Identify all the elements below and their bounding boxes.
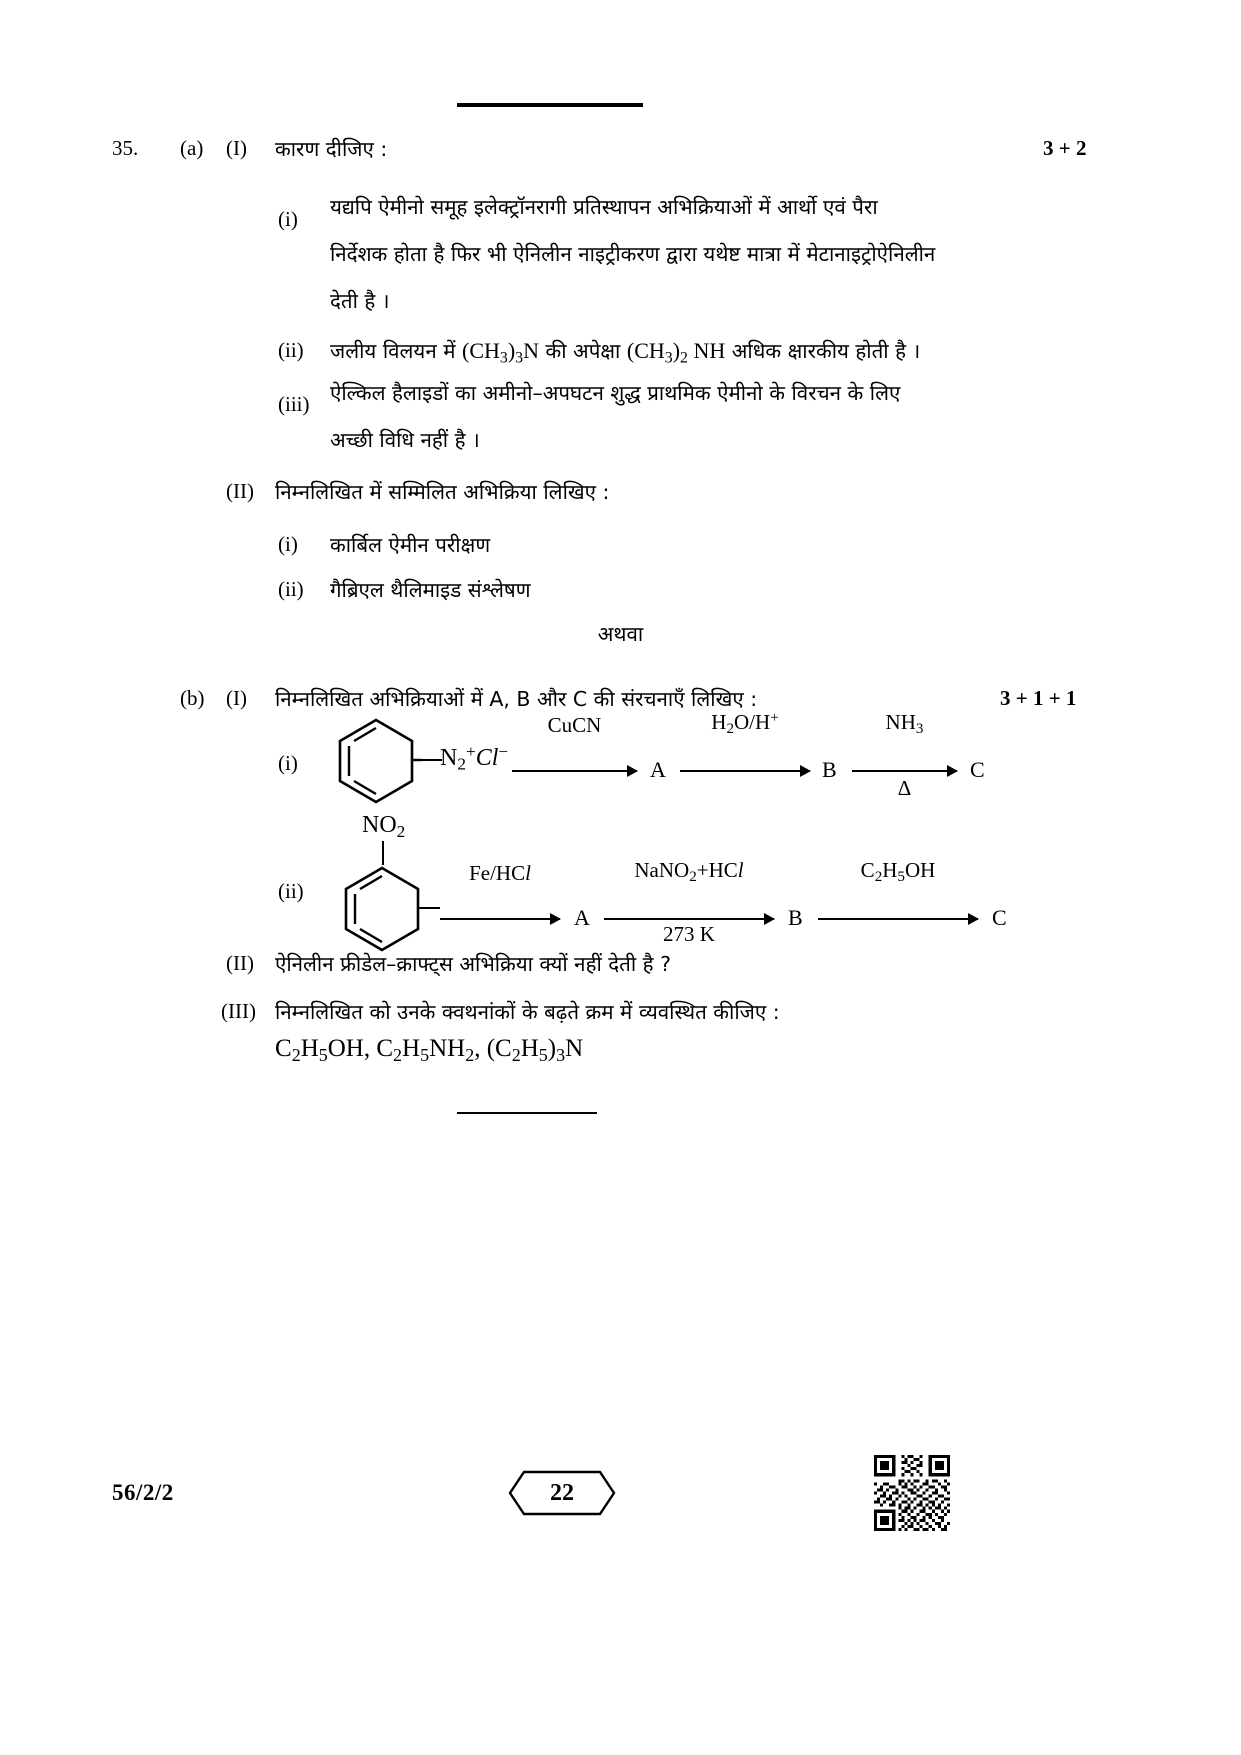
scheme-ii-reagent-3: $C_2H_5OH$ [860, 857, 936, 885]
part-a-two-item-i-text: कार्बिल ऐमीन परीक्षण [330, 533, 491, 557]
bottom-divider [457, 1112, 597, 1114]
item-ii-label: (ii) [278, 338, 304, 362]
part-a-roman-two: (II) [226, 479, 254, 503]
scheme-i-arrow-2 [680, 709, 810, 742]
scheme-i-reagent-3-bottom: Δ [897, 776, 912, 800]
part-a-label: (a) [180, 136, 204, 160]
part-a-two-item-ii-label: (ii) [278, 577, 304, 601]
item-iii-text [330, 370, 1020, 464]
part-b-marks: 3 + 1 + 1 [1000, 686, 1077, 710]
scheme-ii-reagent-2-top: NaNO$_2$+HCl [634, 857, 744, 885]
part-b-three-formula: $C_2H_5OH$, $C_2H_5NH_2$, $(C_2H_5)_3N$ [275, 1035, 584, 1066]
scheme-i-arrow-3 [852, 709, 957, 800]
qr-code-icon [874, 1455, 950, 1531]
scheme-ii-substituent: $NO_2$ [362, 812, 406, 841]
scheme-ii-reagent-1: Fe/HCl [469, 861, 531, 885]
item-iii-label: (iii) [278, 392, 310, 416]
scheme-i [332, 714, 422, 811]
scheme-i-reagent-2: $H_2O/H^+$ [711, 709, 779, 737]
scheme-i-arrow-1 [512, 713, 637, 742]
scheme-i-product-3: C [970, 757, 985, 782]
item-iii-line2: अच्छी विधि नहीं है । [330, 428, 480, 452]
item-i-line1: यद्यपि ऐमीनो समूह इलेक्ट्रॉनरागी प्रतिस्थापन अभिक्रियाओं में आर्थो एवं पैरा [330, 195, 878, 219]
item-i-text [330, 184, 1055, 325]
scheme-ii-arrow-2 [604, 857, 774, 946]
item-ii-text: जलीय विलयन में $(CH_3)_3N$ की अपेक्षा $(CH_3)_2$ NH अधिक क्षारकीय होती है । [330, 338, 921, 367]
scheme-i-product-2: B [822, 757, 837, 782]
scheme-ii-reagent-2-bottom: 273 K [663, 922, 715, 946]
question-number: 35. [112, 136, 139, 160]
item-i-line2: निर्देशक होता है फिर भी ऐनिलीन नाइट्रीकरण द्वारा यथेष्ट मात्रा में मेटानाइट्रोऐनिलीन [330, 242, 936, 266]
scheme-ii-label: (ii) [278, 879, 304, 903]
scheme-i-label: (i) [278, 751, 298, 775]
part-b-roman-two: (II) [226, 951, 254, 975]
item-i-label: (i) [278, 207, 298, 231]
top-divider [457, 103, 643, 107]
scheme-i-reagent-1: CuCN [547, 713, 602, 737]
or-separator: अथवा [597, 622, 644, 646]
scheme-ii-product-2: B [788, 905, 803, 930]
part-a-two-item-ii-text: गैब्रिएल थैलिमाइड संश्लेषण [330, 578, 531, 602]
scheme-ii-arrow-1 [440, 861, 560, 890]
benzene-ring-icon [332, 714, 422, 806]
part-a-two-prompt: निम्नलिखित में सम्मिलित अभिक्रिया लिखिए : [275, 480, 610, 504]
scheme-i-product-1: A [650, 757, 666, 782]
item-iii-line1: ऐल्किल हैलाइडों का अमीनो–अपघटन शुद्ध प्राथमिक ऐमीनो के विरचन के लिए [330, 381, 901, 405]
part-b-three-text: निम्नलिखित को उनके क्वथनांकों के बढ़ते क्रम में व्यवस्थित कीजिए : [275, 1000, 780, 1024]
scheme-ii-exit-bond [418, 907, 440, 909]
paper-code: 56/2/2 [112, 1480, 174, 1505]
scheme-ii-product-1: A [574, 905, 590, 930]
part-b-label: (b) [180, 686, 205, 710]
part-a-two-item-i-label: (i) [278, 532, 298, 556]
scheme-i-substituent: $N_2^+Cl^-$ [440, 742, 509, 774]
scheme-i-reagent-3-top: $NH_3$ [885, 709, 924, 737]
part-b-roman-three: (III) [221, 999, 256, 1023]
part-a-marks: 3 + 2 [1043, 136, 1087, 160]
part-b-prompt: निम्नलिखित अभिक्रियाओं में A, B और C की संरचनाएँ लिखिए : [275, 687, 758, 711]
part-a-prompt: कारण दीजिए : [275, 137, 388, 161]
part-a-roman-one: (I) [226, 136, 247, 160]
scheme-ii-arrow-3 [818, 857, 978, 890]
scheme-i-bond [412, 759, 442, 761]
scheme-ii-product-3: C [992, 905, 1007, 930]
part-b-roman-one: (I) [226, 686, 247, 710]
page-number-badge [508, 1470, 616, 1516]
item-i-line3: देती है । [330, 289, 390, 313]
part-b-two-text: ऐनिलीन फ्रीडेल–क्राफ्ट्स अभिक्रिया क्यों नहीं देती है ? [275, 952, 671, 976]
page-number: 22 [550, 1480, 574, 1506]
